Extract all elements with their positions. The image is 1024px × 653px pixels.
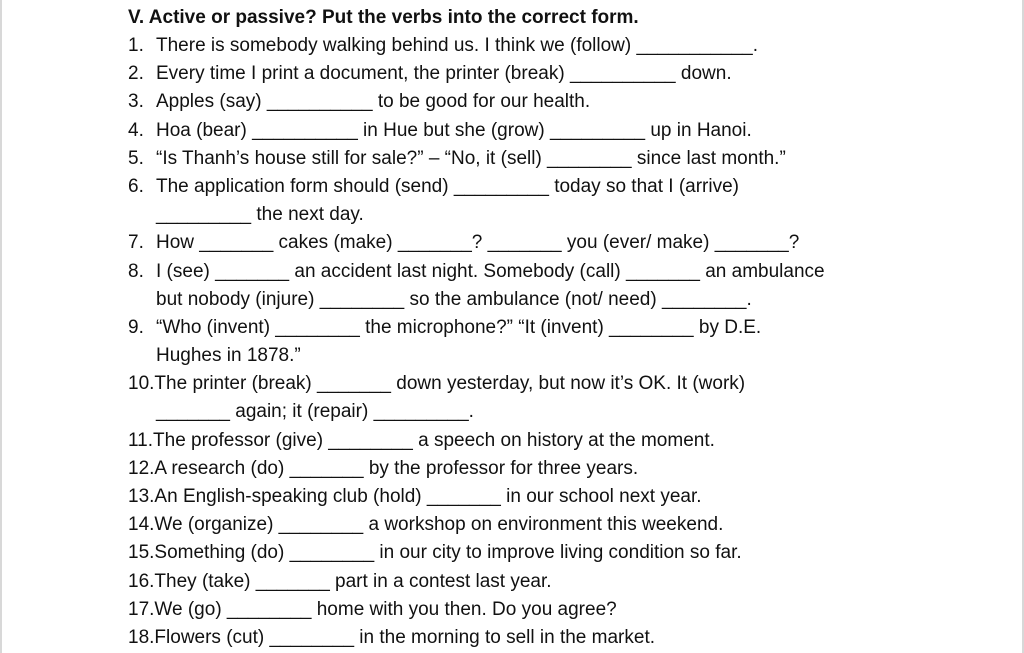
item-text: The application form should (send) _________ today so that I (arrive): [156, 175, 739, 197]
item-number: 18.: [128, 626, 155, 648]
item-number: 6.: [128, 175, 144, 197]
item-text: Hoa (bear) __________ in Hue but she (grow) _________ up in Hanoi.: [156, 119, 752, 141]
exercise-line: [128, 60, 1008, 88]
item-text: _______ again; it (repair) _________.: [156, 401, 474, 423]
exercise-line: [128, 568, 1008, 596]
item-text: A research (do) _______ by the professor for three years.: [154, 457, 639, 479]
exercise-line-continuation: [128, 398, 1008, 426]
exercise-line: [128, 258, 1008, 286]
exercise-line: [128, 117, 1008, 145]
exercise-line: [128, 511, 1008, 539]
item-text: “Is Thanh’s house still for sale?” – “No, it (sell) ________ since last month.”: [156, 147, 786, 169]
exercise-line: [128, 32, 1008, 60]
item-number: 10.: [128, 373, 155, 395]
item-text: Apples (say) __________ to be good for our health.: [156, 91, 591, 113]
item-number: 8.: [128, 260, 144, 282]
item-text: They (take) _______ part in a contest last year.: [154, 570, 552, 592]
item-text: Every time I print a document, the printer (break) __________ down.: [156, 63, 732, 85]
item-text: An English-speaking club (hold) _______ in our school next year.: [154, 486, 702, 507]
item-text: but nobody (injure) ________ so the ambulance (not/ need) ________.: [156, 288, 752, 310]
item-number: 14.: [128, 514, 155, 536]
exercise-sheet: [128, 4, 1008, 652]
exercise-line: [128, 314, 1008, 342]
exercise-line: [128, 229, 1008, 257]
exercise-line-continuation: [128, 342, 1008, 370]
exercise-line: [128, 370, 1008, 398]
item-text: There is somebody walking behind us. I think we (follow) ___________.: [156, 35, 759, 56]
item-text: How _______ cakes (make) _______? _______ you (ever/ make) _______?: [156, 232, 800, 254]
exercise-line: [128, 427, 1008, 455]
item-text: Something (do) ________ in our city to improve living condition so far.: [154, 542, 742, 564]
exercise-line: [128, 173, 1008, 201]
item-number: 1.: [128, 35, 144, 56]
item-text: We (go) ________ home with you then. Do you agree?: [154, 598, 617, 620]
item-text: “Who (invent) ________ the microphone?” “It (invent) ________ by D.E.: [156, 316, 762, 338]
item-text: The printer (break) _______ down yesterday, but now it’s OK. It (work): [154, 373, 746, 395]
exercise-line: [128, 539, 1008, 567]
exercise-line: [128, 88, 1008, 116]
item-number: 7.: [128, 232, 144, 254]
exercise-line: [128, 624, 1008, 652]
item-number: 9.: [128, 316, 144, 338]
item-number: 3.: [128, 91, 144, 113]
item-number: 16.: [128, 570, 155, 592]
item-number: 2.: [128, 63, 144, 85]
exercise-line-continuation: [128, 201, 1008, 229]
exercise-line: [128, 455, 1008, 483]
item-number: 11.: [128, 429, 154, 451]
exercise-line: [128, 145, 1008, 173]
item-text: The professor (give) ________ a speech on history at the moment.: [153, 429, 715, 451]
item-number: 12.: [128, 457, 155, 479]
item-text: We (organize) ________ a workshop on environment this weekend.: [154, 514, 724, 536]
item-number: 4.: [128, 119, 144, 141]
item-number: 17.: [128, 598, 155, 620]
item-text: _________ the next day.: [156, 204, 364, 226]
exercise-line-continuation: [128, 286, 1008, 314]
item-text: I (see) _______ an accident last night. Somebody (call) _______ an ambulance: [156, 260, 825, 282]
exercise-title: V. Active or passive? Put the verbs into the correct form.: [128, 7, 639, 28]
item-number: 13.: [128, 486, 155, 507]
item-number: 5.: [128, 147, 144, 169]
exercise-line: [128, 483, 1008, 511]
item-text: Flowers (cut) ________ in the morning to sell in the market.: [154, 626, 655, 648]
item-text: Hughes in 1878.”: [156, 345, 301, 367]
item-number: 15.: [128, 542, 155, 564]
exercise-line: [128, 596, 1008, 624]
